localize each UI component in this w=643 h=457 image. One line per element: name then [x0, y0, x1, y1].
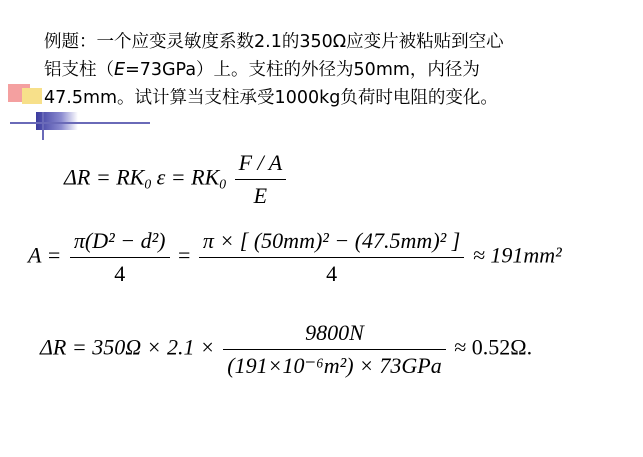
eq3-fraction	[223, 320, 445, 379]
eq2-fraction-1	[70, 228, 170, 287]
eq2-fraction-1-denominator: 4	[114, 261, 126, 286]
eq3-result: ≈ 0.52Ω.	[454, 334, 533, 360]
eq1-fraction	[235, 150, 287, 209]
problem-statement	[44, 28, 624, 112]
eq1-mid: ε = RK	[156, 164, 220, 190]
decor-yellow-square	[22, 88, 42, 104]
eq2-fraction-2	[199, 228, 464, 287]
eq1-lhs: ΔR = RK	[64, 164, 145, 190]
eq2-fraction-1-numerator: π(D² − d²)	[70, 228, 170, 258]
problem-line-2	[44, 56, 624, 84]
eq3-fraction-denominator: (191×10⁻⁶m²) × 73GPa	[227, 353, 442, 378]
decor-vertical-line	[42, 112, 44, 140]
eq2-equals: =	[178, 242, 191, 268]
decor-horizontal-line	[10, 122, 150, 124]
equation-resistance-change	[64, 150, 289, 209]
eq1-sub1: 0	[219, 176, 227, 192]
eq2-result: ≈ 191mm²	[472, 242, 562, 268]
equation-area	[28, 228, 562, 287]
problem-line-1: 例题：一个应变灵敏度系数2.1的350Ω应变片被粘贴到空心	[44, 32, 504, 52]
eq3-fraction-numerator: 9800N	[223, 320, 445, 350]
eq2-fraction-2-denominator: 4	[326, 261, 338, 286]
equation-resistance-result	[40, 320, 532, 379]
eq1-fraction-numerator: F / A	[235, 150, 287, 180]
eq2-fraction-2-numerator: π × [ (50mm)² − (47.5mm)² ]	[199, 228, 464, 258]
problem-line-2-pre: 铝支柱（	[44, 60, 114, 80]
eq3-lhs: ΔR = 350Ω × 2.1 ×	[40, 334, 215, 360]
eq1-sub0: 0	[144, 176, 152, 192]
eq2-lhs: A =	[28, 242, 62, 268]
problem-line-3: 47.5mm。试计算当支柱承受1000kg负荷时电阻的变化。	[44, 88, 498, 108]
problem-line-2-post: =73GPa）上。支柱的外径为50mm，内径为	[125, 60, 480, 80]
problem-line-2-var: E	[114, 60, 126, 80]
eq1-fraction-denominator: E	[253, 183, 268, 208]
